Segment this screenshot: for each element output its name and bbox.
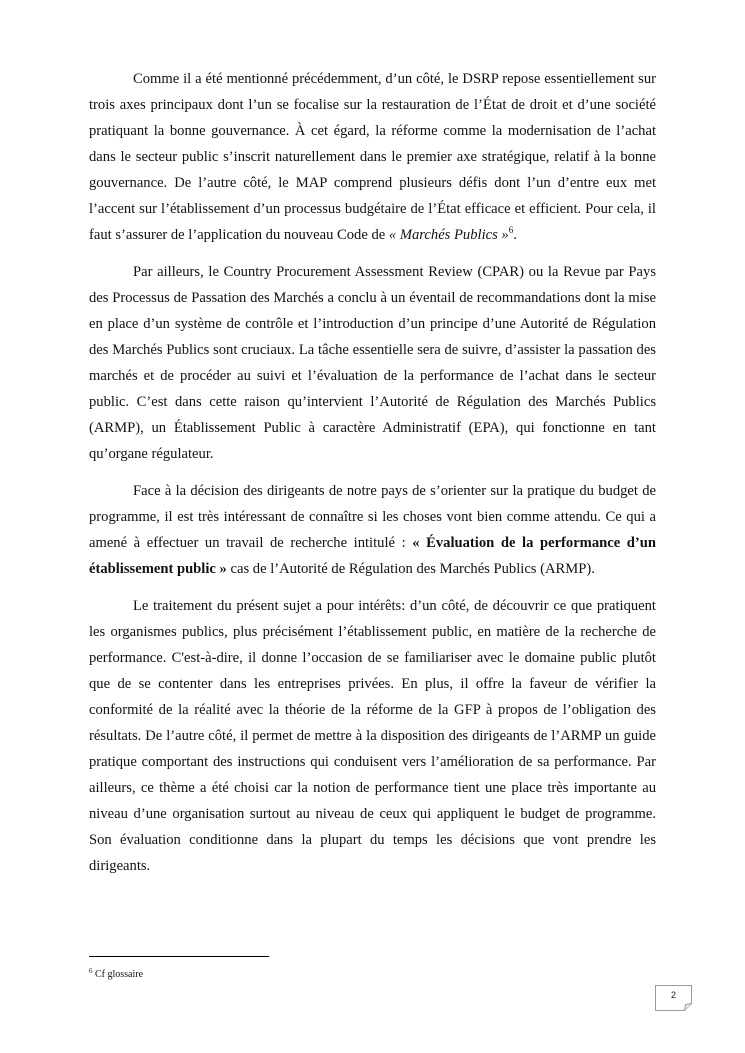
- research-title: « Évaluation de la performance d’un établissement public »: [89, 535, 657, 577]
- marches-publics-title: « Marchés Publics »: [388, 227, 509, 243]
- body-text: [89, 66, 656, 890]
- paragraph-1-end: .: [513, 227, 517, 243]
- paragraph-3-end: cas de l’Autorité de Régulation des Marchés Publics (ARMP).: [226, 561, 595, 577]
- paragraph-4: Le traitement du présent sujet a pour intérêts: d’un côté, de découvrir ce que pratiquent les organismes publics, plus précisément l’établissement public, en matière de la recherche de performance. C'est-à-dire, il donne l’occasion de se familiariser avec le domaine public plutôt que de se contenter dans les entreprises privées. En plus, il offre la faveur de vérifier la conformité de la réalité avec la théorie de la réforme de la GFP à propos de l’obligation des résultats. De l’autre côté, il permet de mettre à la disposition des dirigeants de l’ARMP un guide pratique comportant des instructions qui conduisent vers l’amélioration de sa performance. Par ailleurs, ce thème a été choisi car la notion de performance tient une place très importante au niveau d’une organisation surtout au niveau de ceux qui appliquent le budget de programme. Son évaluation conditionne dans la plupart du temps les décisions que vont prendre les dirigeants.: [89, 598, 656, 874]
- footnote-text: Cf glossaire: [92, 969, 144, 980]
- paragraph-3-text: Face à la décision des dirigeants de notre pays de s’orienter sur la pratique du budget de programme, il est très intéressant de connaître si les choses vont bien comme attendu. Ce qui a amené à effectuer un travail de recherche intitulé :: [89, 483, 656, 551]
- paragraph-2: Par ailleurs, le Country Procurement Assessment Review (CPAR) ou la Revue par Pays des Processus de Passation des Marchés a conclu à un éventail de recommandations dont la mise en place d’un système de contrôle et l’introduction d’un principe d’une Autorité de Régulation des Marchés Publics sont cruciaux. La tâche essentielle sera de suivre, d’assister la passation des marchés et de procéder au suivi et l’évaluation de la performance de l’achat dans le secteur public. C’est dans cette raison qu’intervient l’Autorité de Régulation des Marchés Publics (ARMP), un Établissement Public à caractère Administratif (EPA), qui fonctionne en tant qu’organe régulateur.: [89, 264, 656, 462]
- footnote-reference: 6: [508, 225, 514, 235]
- footnote-marker: 6: [89, 967, 93, 975]
- paragraph-1: [89, 66, 656, 248]
- paragraph-3: [89, 478, 656, 582]
- page-number: 2: [670, 990, 676, 1000]
- footnote: [89, 968, 143, 982]
- paragraph-1-text: Comme il a été mentionné précédemment, d’un côté, le DSRP repose essentiellement sur trois axes principaux dont l’un se focalise sur la restauration de l’État de droit et d’une société pratiquant la bonne gouvernance. À cet égard, la réforme comme la modernisation de l’achat dans le secteur public s’inscrit naturellement dans le premier axe stratégique, relatif à la bonne gouvernance. De l’autre côté, le MAP comprend plusieurs défis dont l’un d’entre eux met l’accent sur l’établissement d’un processus budgétaire de l’État efficace et efficient. Pour cela, il faut s’assurer de l’application du nouveau Code de: [89, 71, 656, 243]
- page-number-box: [655, 985, 692, 1011]
- footnote-separator: [89, 956, 269, 957]
